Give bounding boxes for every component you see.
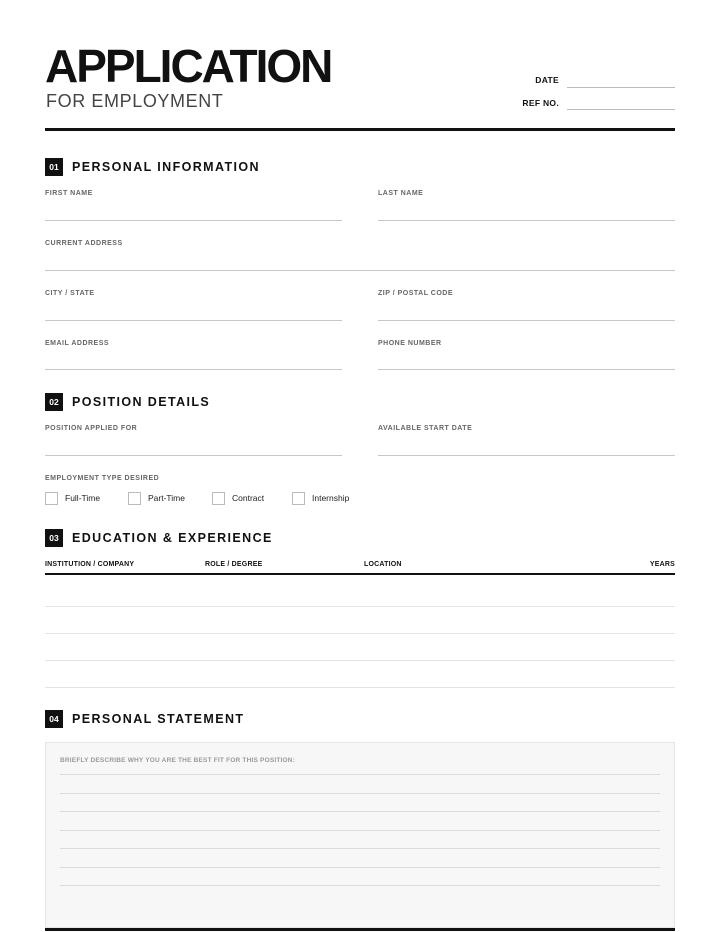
start-date-label: AVAILABLE START DATE [378, 425, 473, 432]
footer-divider [45, 928, 675, 931]
position-applied-field[interactable] [45, 455, 342, 456]
first-name-field[interactable] [45, 220, 342, 221]
column-header-role: ROLE / DEGREE [205, 561, 263, 568]
statement-line [60, 885, 660, 886]
email-field[interactable] [45, 369, 342, 370]
email-label: EMAIL ADDRESS [45, 340, 110, 347]
header-divider [45, 128, 675, 131]
section-title-position: POSITION DETAILS [72, 395, 211, 409]
phone-label: PHONE NUMBER [378, 340, 442, 347]
internship-label: Internship [312, 493, 350, 503]
last-name-label: LAST NAME [378, 190, 424, 197]
position-applied-label: POSITION APPLIED FOR [45, 425, 138, 432]
statement-line [60, 811, 660, 812]
start-date-field[interactable] [378, 455, 675, 456]
city-state-label: CITY / STATE [45, 290, 95, 297]
table-row[interactable] [45, 633, 675, 634]
form-subtitle: FOR EMPLOYMENT [46, 91, 224, 111]
city-state-field[interactable] [45, 320, 342, 321]
employment-type-label: EMPLOYMENT TYPE DESIRED [45, 475, 160, 482]
column-header-institution: INSTITUTION / COMPANY [45, 561, 135, 568]
statement-line [60, 774, 660, 775]
first-name-label: FIRST NAME [45, 190, 93, 197]
statement-line [60, 830, 660, 831]
table-row[interactable] [45, 606, 675, 607]
table-row[interactable] [45, 660, 675, 661]
contract-label: Contract [232, 493, 265, 503]
ref-number-field[interactable] [567, 109, 675, 110]
date-label: DATE [535, 75, 559, 85]
statement-line [60, 793, 660, 794]
section-number-education: 03 [45, 529, 63, 547]
phone-field[interactable] [378, 369, 675, 370]
statement-line [60, 867, 660, 868]
statement-prompt: BRIEFLY DESCRIBE WHY YOU ARE THE BEST FIT FOR THIS POSITION: [60, 757, 296, 764]
zip-code-label: ZIP / POSTAL CODE [378, 290, 454, 297]
section-title-personal: PERSONAL INFORMATION [72, 160, 260, 174]
section-number-statement: 04 [45, 710, 63, 728]
section-title-education: EDUCATION & EXPERIENCE [72, 531, 273, 545]
table-header-divider [45, 573, 675, 575]
ref-number-label: REF NO. [522, 98, 559, 108]
section-title-statement: PERSONAL STATEMENT [72, 712, 245, 726]
contract-checkbox[interactable] [212, 492, 225, 505]
statement-line [60, 848, 660, 849]
current-address-label: CURRENT ADDRESS [45, 240, 123, 247]
table-row[interactable] [45, 687, 675, 688]
full-time-checkbox[interactable] [45, 492, 58, 505]
section-number-personal: 01 [45, 158, 63, 176]
form-title: APPLICATION [45, 40, 332, 92]
last-name-field[interactable] [378, 220, 675, 221]
zip-code-field[interactable] [378, 320, 675, 321]
column-header-location: LOCATION [364, 561, 402, 568]
section-number-position: 02 [45, 393, 63, 411]
full-time-label: Full-Time [65, 493, 101, 503]
part-time-checkbox[interactable] [128, 492, 141, 505]
statement-textarea[interactable] [45, 742, 675, 928]
date-field[interactable] [567, 87, 675, 88]
internship-checkbox[interactable] [292, 492, 305, 505]
part-time-label: Part-Time [148, 493, 185, 503]
current-address-field[interactable] [45, 270, 675, 271]
column-header-years: YEARS [649, 561, 675, 568]
